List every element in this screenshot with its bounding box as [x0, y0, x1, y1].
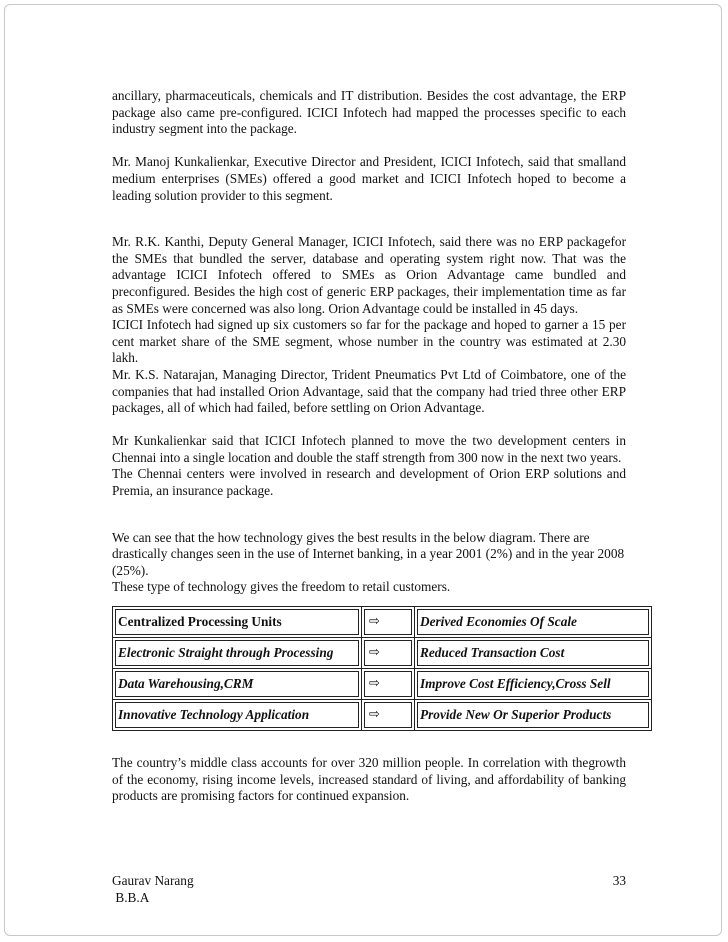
page-number: 33 — [612, 873, 626, 888]
paragraph: ICICI Infotech had signed up six customers so far for the package and hoped to garner a 15 per cent market share of the SME segment, whose number in the country was estimated at 2.30 lakh. — [112, 317, 626, 366]
diagram-left-cell: Electronic Straight through Processing — [115, 640, 359, 666]
paragraph: Mr. R.K. Kanthi, Deputy General Manager, ICICI Infotech, said there was no ERP packagefor the SMEs that bundled the server, database and operating system right now. That was the advantage ICICI Infotech offered to SMEs as Orion Advantage came bundled and preconfigured. Besides the high cost of generic ERP packages, their implementation time as far as SMEs were concerned was also long. Orion Advantage could be installed in 45 days. — [112, 234, 626, 316]
diagram-left-cell: Innovative Technology Application — [115, 702, 359, 728]
diagram-left-cell: Centralized Processing Units — [115, 609, 359, 635]
paragraph: Mr. K.S. Natarajan, Managing Director, Trident Pneumatics Pvt Ltd of Coimbatore, one of the companies that had installed Orion Advantage, said that the company had tried three other ERP packages, all of which had failed, before settling on Orion Advantage. — [112, 366, 626, 416]
paragraph: These type of technology gives the freedom to retail customers. — [112, 579, 451, 595]
diagram-right-cell: Reduced Transaction Cost — [417, 640, 649, 666]
table-row — [113, 638, 652, 669]
paragraph: We can see that the how technology gives the best results in the below diagram. There are drastically changes seen in the use of Internet banking, in a year 2001 (2%) and in the year 2008 (25%). — [112, 529, 625, 578]
diagram-left-cell: Data Warehousing,CRM — [115, 671, 359, 697]
right-arrow-icon: ⇨ — [364, 640, 412, 666]
right-arrow-icon: ⇨ — [364, 609, 412, 635]
right-arrow-icon: ⇨ — [364, 702, 412, 728]
paragraph: Mr. Manoj Kunkalienkar, Executive Director and President, ICICI Infotech, said that smalland medium enterprises (SMEs) offered a good market and ICICI Infotech hoped to become a leading solution provider to this segment. — [112, 154, 626, 203]
page-footer — [112, 873, 626, 906]
paragraph: Mr Kunkalienkar said that ICICI Infotech planned to move the two development centers in Chennai into a single location and double the staff strength from 300 now in the next two years. — [112, 433, 626, 465]
right-arrow-icon: ⇨ — [364, 671, 412, 697]
document-page — [4, 4, 722, 936]
technology-diagram-table — [112, 606, 652, 731]
diagram-right-cell: Derived Economies Of Scale — [417, 609, 649, 635]
paragraph: ancillary, pharmaceuticals, chemicals and IT distribution. Besides the cost advantage, the ERP package also came pre-configured. ICICI Infotech had mapped the processes specific to each industry segment into the package. — [112, 88, 626, 137]
table-row — [113, 700, 652, 731]
table-row — [113, 669, 652, 700]
footer-author: Gaurav Narang — [112, 873, 194, 888]
diagram-right-cell: Improve Cost Efficiency,Cross Sell — [417, 671, 649, 697]
footer-degree: B.B.A — [112, 889, 150, 905]
paragraph: The country’s middle class accounts for over 320 million people. In correlation with thegrowth of the economy, rising income levels, increased standard of living, and affordability of banking products are promising factors for continued expansion. — [112, 755, 626, 804]
table-row — [113, 607, 652, 638]
diagram-right-cell: Provide New Or Superior Products — [417, 702, 649, 728]
paragraph: The Chennai centers were involved in research and development of Orion ERP solutions and Premia, an insurance package. — [112, 466, 626, 499]
page-body — [112, 88, 626, 805]
